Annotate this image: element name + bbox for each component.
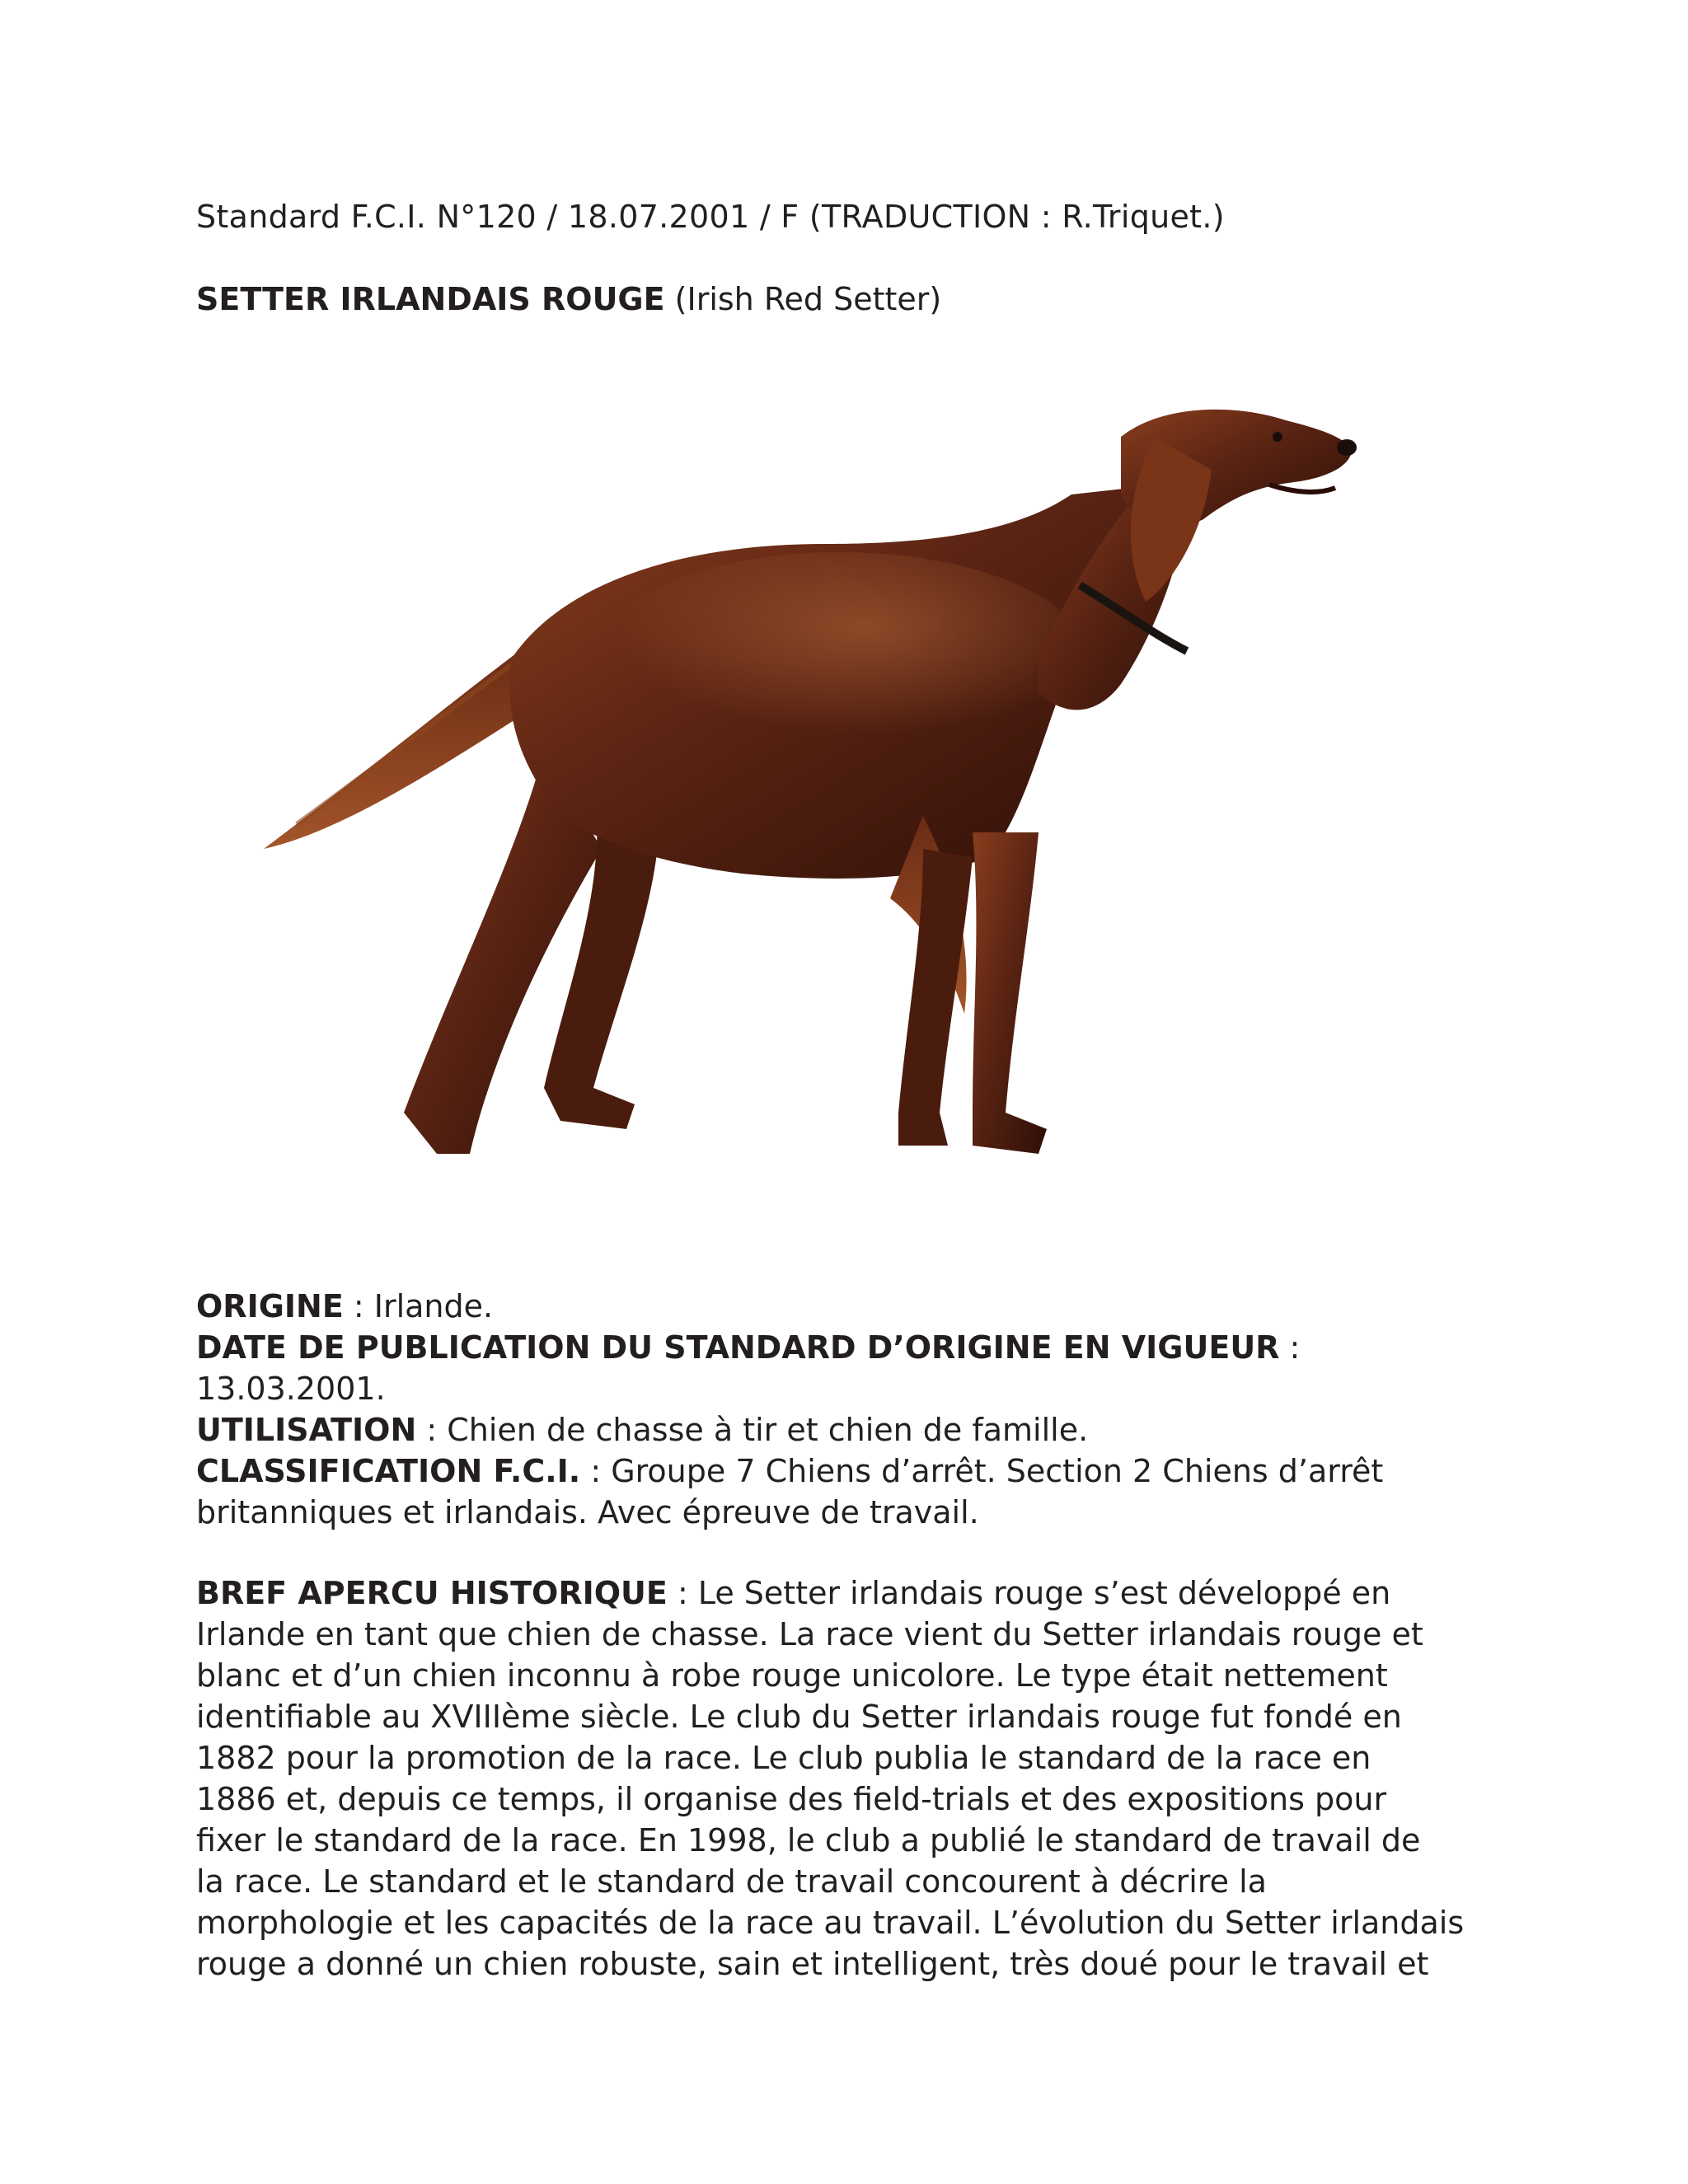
classification-value-cont: britanniques et irlandais. Avec épreuve de travail. xyxy=(196,1494,979,1530)
breed-name-en: (Irish Red Setter) xyxy=(664,281,942,317)
origin-row xyxy=(196,1286,1482,1327)
history-first-line xyxy=(196,1572,1482,1614)
history-line: fixer le standard de la race. En 1998, le club a publié le standard de travail de xyxy=(196,1822,1421,1858)
history-line: Irlande en tant que chien de chasse. La race vient du Setter irlandais rouge et xyxy=(196,1616,1423,1652)
classification-value: : Groupe 7 Chiens d’arrêt. Section 2 Chiens d’arrêt xyxy=(580,1453,1384,1489)
pubdate-row xyxy=(196,1327,1482,1368)
history-line: morphologie et les capacités de la race au travail. L’évolution du Setter irlandais xyxy=(196,1905,1465,1941)
classification-row xyxy=(196,1451,1482,1492)
history-section xyxy=(196,1572,1482,1985)
breed-name-fr: SETTER IRLANDAIS ROUGE xyxy=(196,281,665,317)
history-label: BREF APERCU HISTORIQUE xyxy=(196,1575,668,1611)
usage-row xyxy=(196,1409,1482,1451)
breed-title xyxy=(196,279,1482,320)
pubdate-value: 13.03.2001. xyxy=(196,1371,386,1407)
usage-value: : Chien de chasse à tir et chien de famille. xyxy=(416,1412,1089,1448)
history-line: la race. Le standard et le standard de travail concourent à décrire la xyxy=(196,1863,1267,1900)
origin-value: : Irlande. xyxy=(343,1288,494,1324)
info-section xyxy=(196,1286,1482,1533)
origin-label: ORIGINE xyxy=(196,1288,344,1324)
classification-label: CLASSIFICATION F.C.I. xyxy=(196,1453,581,1489)
usage-label: UTILISATION xyxy=(196,1412,417,1448)
history-line: blanc et d’un chien inconnu à robe rouge unicolore. Le type était nettement xyxy=(196,1657,1388,1694)
standard-reference: Standard F.C.I. N°120 / 18.07.2001 / F (TRADUCTION : R.Triquet.) xyxy=(196,199,1225,235)
history-line: rouge a donné un chien robuste, sain et intelligent, très doué pour le travail et xyxy=(196,1946,1429,1982)
history-line: 1882 pour la promotion de la race. Le club publia le standard de la race en xyxy=(196,1740,1372,1776)
pubdate-label: DATE DE PUBLICATION DU STANDARD D’ORIGINE EN VIGUEUR xyxy=(196,1329,1280,1366)
history-line: : Le Setter irlandais rouge s’est développé en xyxy=(667,1575,1391,1611)
history-line: identifiable au XVIIIème siècle. Le club du Setter irlandais rouge fut fondé en xyxy=(196,1699,1402,1735)
pubdate-sep: : xyxy=(1279,1329,1301,1366)
history-line: 1886 et, depuis ce temps, il organise des field-trials et des expositions pour xyxy=(196,1781,1387,1817)
irish-red-setter-dog-photo xyxy=(247,387,1484,1212)
